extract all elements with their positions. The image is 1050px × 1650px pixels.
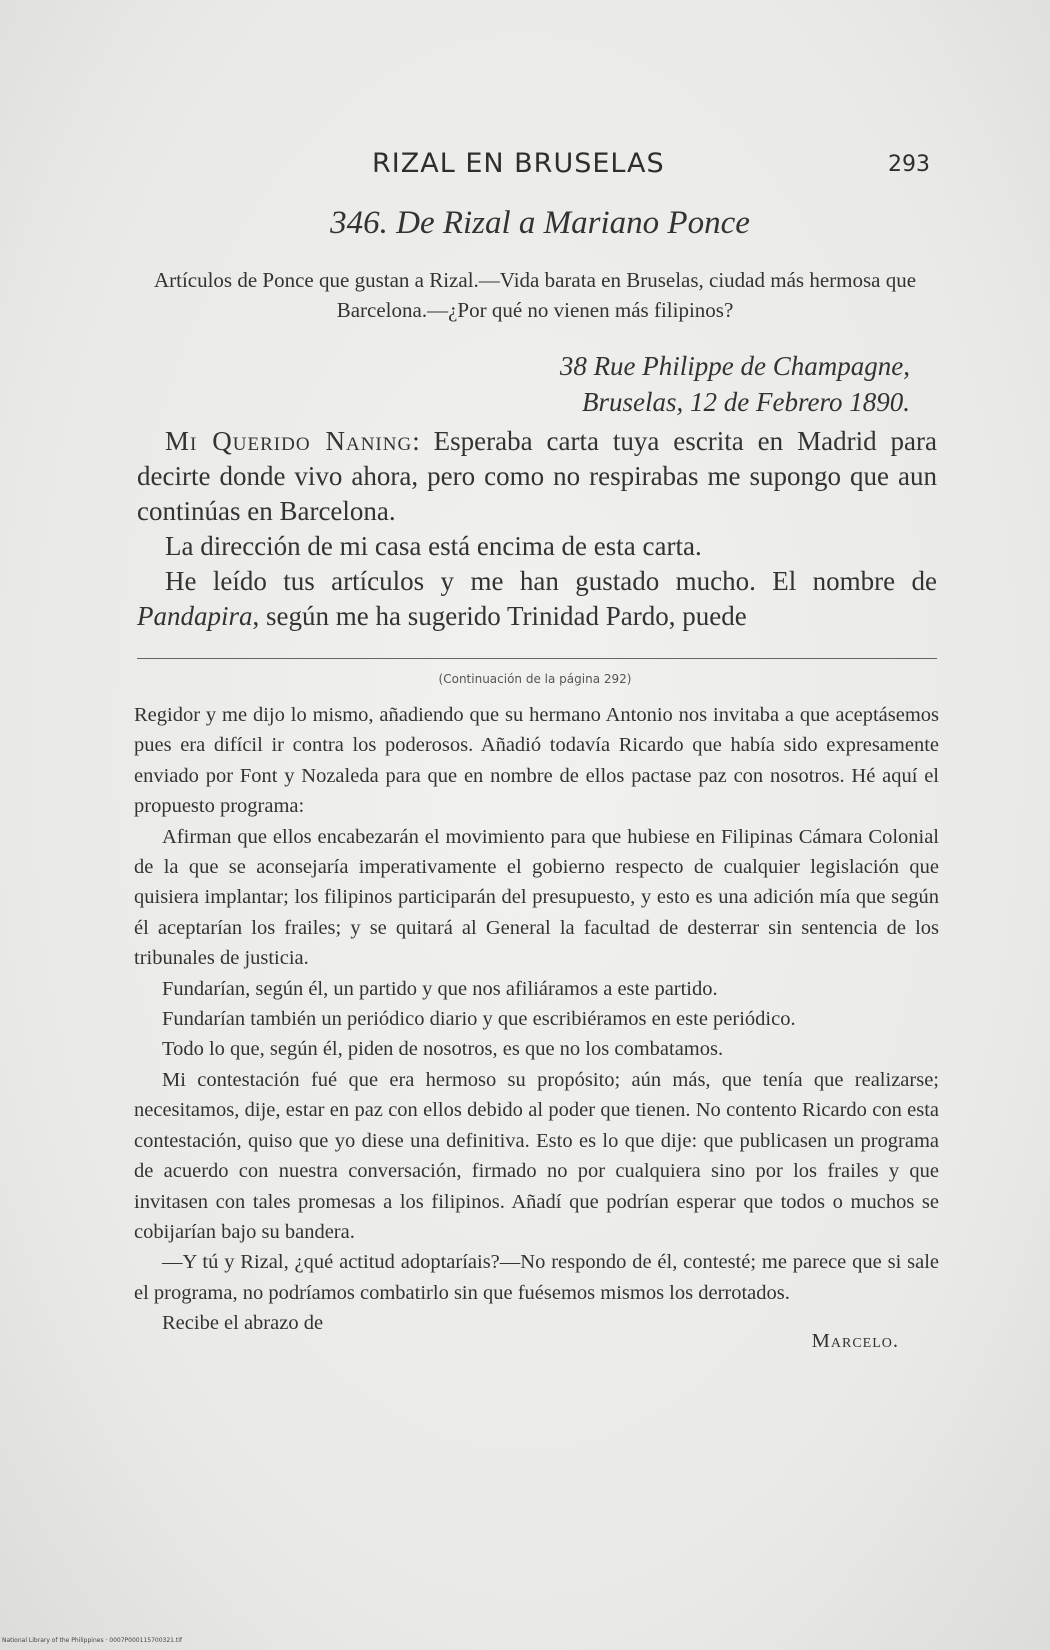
running-title: RIZAL EN BRUSELAS [372, 148, 665, 179]
body-paragraph [137, 564, 937, 634]
footnote-block [134, 700, 939, 1353]
address-line-date: Bruselas, 12 de Febrero 1890. [582, 387, 910, 417]
library-stamp: National Library of the Philippines · 0007P000115700321.tif [2, 1637, 183, 1644]
body-paragraph-text: , según me ha sugerido Trinidad Pardo, puede [252, 601, 747, 631]
footnote-paragraph: Mi contestación fué que era hermoso su propósito; aún más, que tenía que realizarse; necesitamos, dije, estar en paz con ellos debido al poder que tienen. No contento Ricardo con esta contestación, quiso que yo diese una definitiva. Esto es lo que dije: que publicasen un programa de acuerdo con nuestra conversación, firmado no por cualquiera sino por los frailes y que invitasen con tales promesas a los filipinos. Añadí que podrían esperar que todos o muchos se cobijarían bajo su bandera. [134, 1068, 939, 1243]
footnote-paragraph: Todo lo que, según él, piden de nosotros, es que no los combatamos. [162, 1038, 724, 1061]
body-paragraph-text: He leído tus artículos y me han gustado mucho. El nombre de [165, 566, 937, 596]
footnote-divider [137, 658, 937, 659]
footnote-paragraph: Fundarían también un periódico diario y que escribiéramos en este periódico. [162, 1008, 796, 1031]
page-number: 293 [888, 152, 930, 177]
letter-summary: Artículos de Ponce que gustan a Rizal.—Vida barata en Bruselas, ciudad más hermosa que Barcelona.—¿Por qué no vienen más filipinos? [153, 268, 917, 322]
body-paragraph: La dirección de mi casa está encima de esta carta. [165, 531, 702, 561]
signature: Marcelo. [811, 1330, 899, 1353]
body-paragraph [137, 424, 937, 529]
letter-title: 346. De Rizal a Mariano Ponce [330, 205, 750, 241]
footnote-paragraph: Afirman que ellos encabezarán el movimiento para que hubiese en Filipinas Cámara Colonial de la que se aconsejaría imperativamente el gobierno respecto de cualquier legislación que quisiera implantar; los filipinos participarán del presupuesto, y esto es una adición mía que según él aceptarían los frailes; y se quitará al General la facultad de desterrar sin sentencia de los tribunales de justicia. [134, 825, 939, 970]
page-header [0, 148, 1050, 188]
continuation-label: (Continuación de la página 292) [438, 672, 632, 686]
salutation: Mi Querido Naning [165, 426, 413, 456]
letter-address [560, 348, 910, 420]
italic-term: Pandapira [137, 601, 253, 631]
closing-block [134, 1308, 939, 1353]
letter-body [137, 424, 937, 634]
footnote-paragraph: Regidor y me dijo lo mismo, añadiendo que su hermano Antonio nos invitaba a que aceptásemos pues era difícil ir contra los poderosos. Añadió todavía Ricardo que había sido expresamente enviado por Font y Nozaleda para que en nombre de ellos pactase paz con nosotros. Hé aquí el propuesto programa: [134, 704, 939, 818]
closing-text: Recibe el abrazo de [162, 1312, 324, 1335]
address-line-street: 38 Rue Philippe de Champagne, [559, 351, 910, 381]
footnote-paragraph: Fundarían, según él, un partido y que nos afiliáramos a este partido. [162, 977, 718, 1000]
footnote-paragraph: —Y tú y Rizal, ¿qué actitud adoptaríais?—No respondo de él, contesté; me parece que si sale el programa, no podríamos combatirlo sin que fuésemos mismos los derrotados. [134, 1251, 939, 1304]
body-paragraph-text: : Esperaba carta tuya escrita en Madrid para decirte donde vivo ahora, pero como no respirabas me supongo que aun continúas en Barcelona. [137, 426, 937, 526]
